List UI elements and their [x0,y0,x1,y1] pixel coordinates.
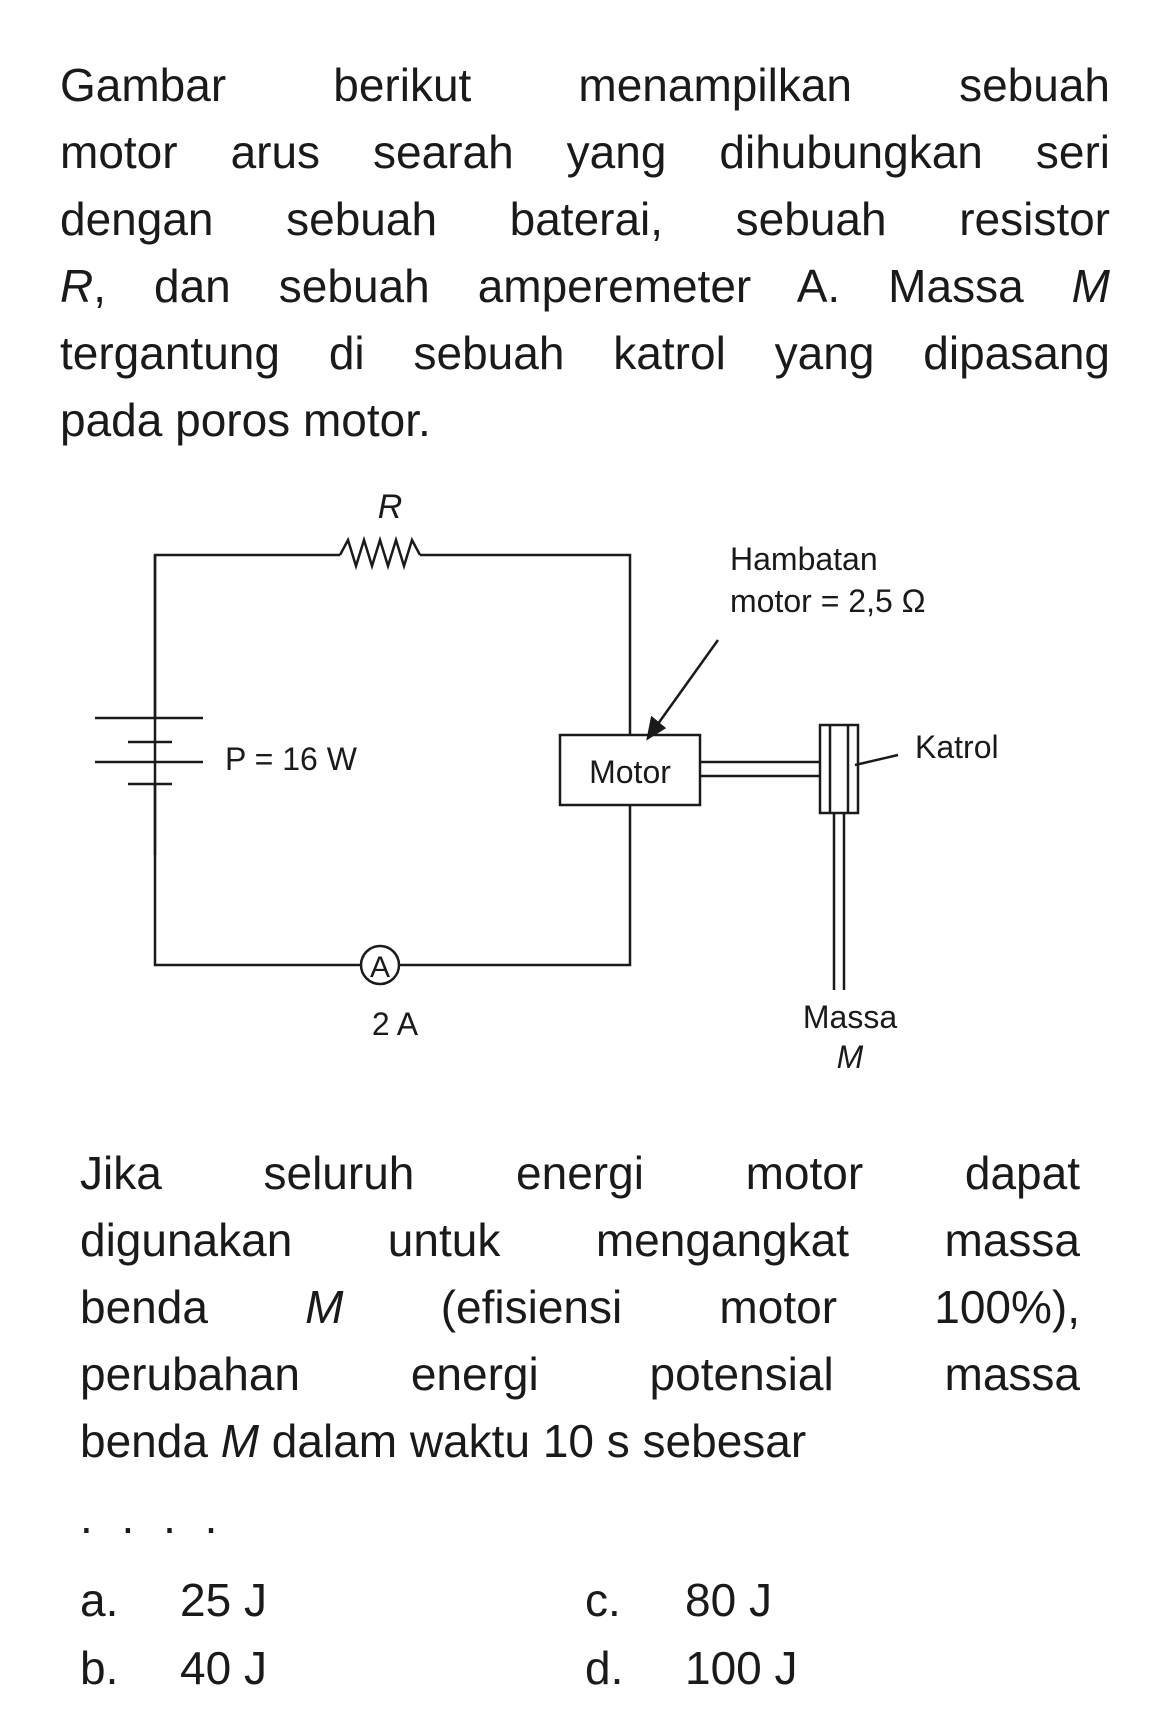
body-line-5 [80,1408,1080,1475]
wire-bottom-right [400,805,630,965]
option-c-value: 80 J [685,1574,772,1626]
var-m: M [1071,260,1110,312]
pulley-symbol [820,725,858,813]
resistor-symbol [340,540,420,566]
resistor-label: R [377,488,403,526]
option-b-letter: b. [80,1642,119,1694]
intro-line-3: dengan sebuah baterai, sebuah resistor [60,193,1110,245]
option-a-letter: a. [80,1574,119,1626]
mass-label-line2: M [836,1039,864,1075]
body-line-1: Jika seluruh energi motor dapat [80,1147,1080,1199]
option-b[interactable] [80,1638,267,1698]
option-c-letter: c. [585,1574,621,1626]
option-a-value: 25 J [180,1574,267,1626]
ammeter-letter: A [369,951,391,984]
intro-line-6: pada poros motor. [60,394,431,446]
body-line-3 [80,1274,1080,1341]
var-m-3: M [220,1415,260,1467]
intro-line-5: tergantung di sebuah katrol yang dipasang [60,327,1110,379]
option-d[interactable] [585,1638,798,1698]
body-line-5-text: dalam waktu 10 s sebesar [259,1415,807,1467]
intro-line-2: motor arus searah yang dihubungkan seri [60,126,1110,178]
body-line-3-text: (efisiensi motor 100%), [343,1281,1080,1333]
option-a[interactable] [80,1570,267,1630]
question-body [80,1140,1080,1475]
pulley-label: Katrol [915,729,999,765]
intro-line-4-text: , dan sebuah amperemeter A. Massa [93,260,1072,312]
body-line-4: perubahan energi potensial massa [80,1348,1080,1400]
ellipsis: . . . . [80,1491,226,1543]
ammeter-reading: 2 A [371,1006,419,1042]
motor-label: Motor [589,754,671,790]
wire-top [155,555,340,855]
battery-label: P = 16 W [225,741,357,777]
body-line-2: digunakan untuk mengangkat massa [80,1214,1080,1266]
mass-label-line1: Massa [802,999,898,1035]
option-d-letter: d. [585,1642,624,1694]
var-m-2: M [305,1281,344,1333]
body-word-benda-2: benda [80,1415,221,1467]
intro-line-1: Gambar berikut menampilkan sebuah [60,59,1110,111]
var-r: R [60,260,94,312]
body-word-benda: benda [80,1281,306,1333]
option-b-value: 40 J [180,1642,267,1694]
wire-bottom-left [155,784,360,965]
motor-resistance-line2: motor = 2,5 Ω [730,583,926,619]
option-d-value: 100 J [685,1642,798,1694]
option-c[interactable] [585,1570,772,1630]
motor-resistance-line1: Hambatan [730,541,878,577]
wire-top-right [420,555,630,735]
